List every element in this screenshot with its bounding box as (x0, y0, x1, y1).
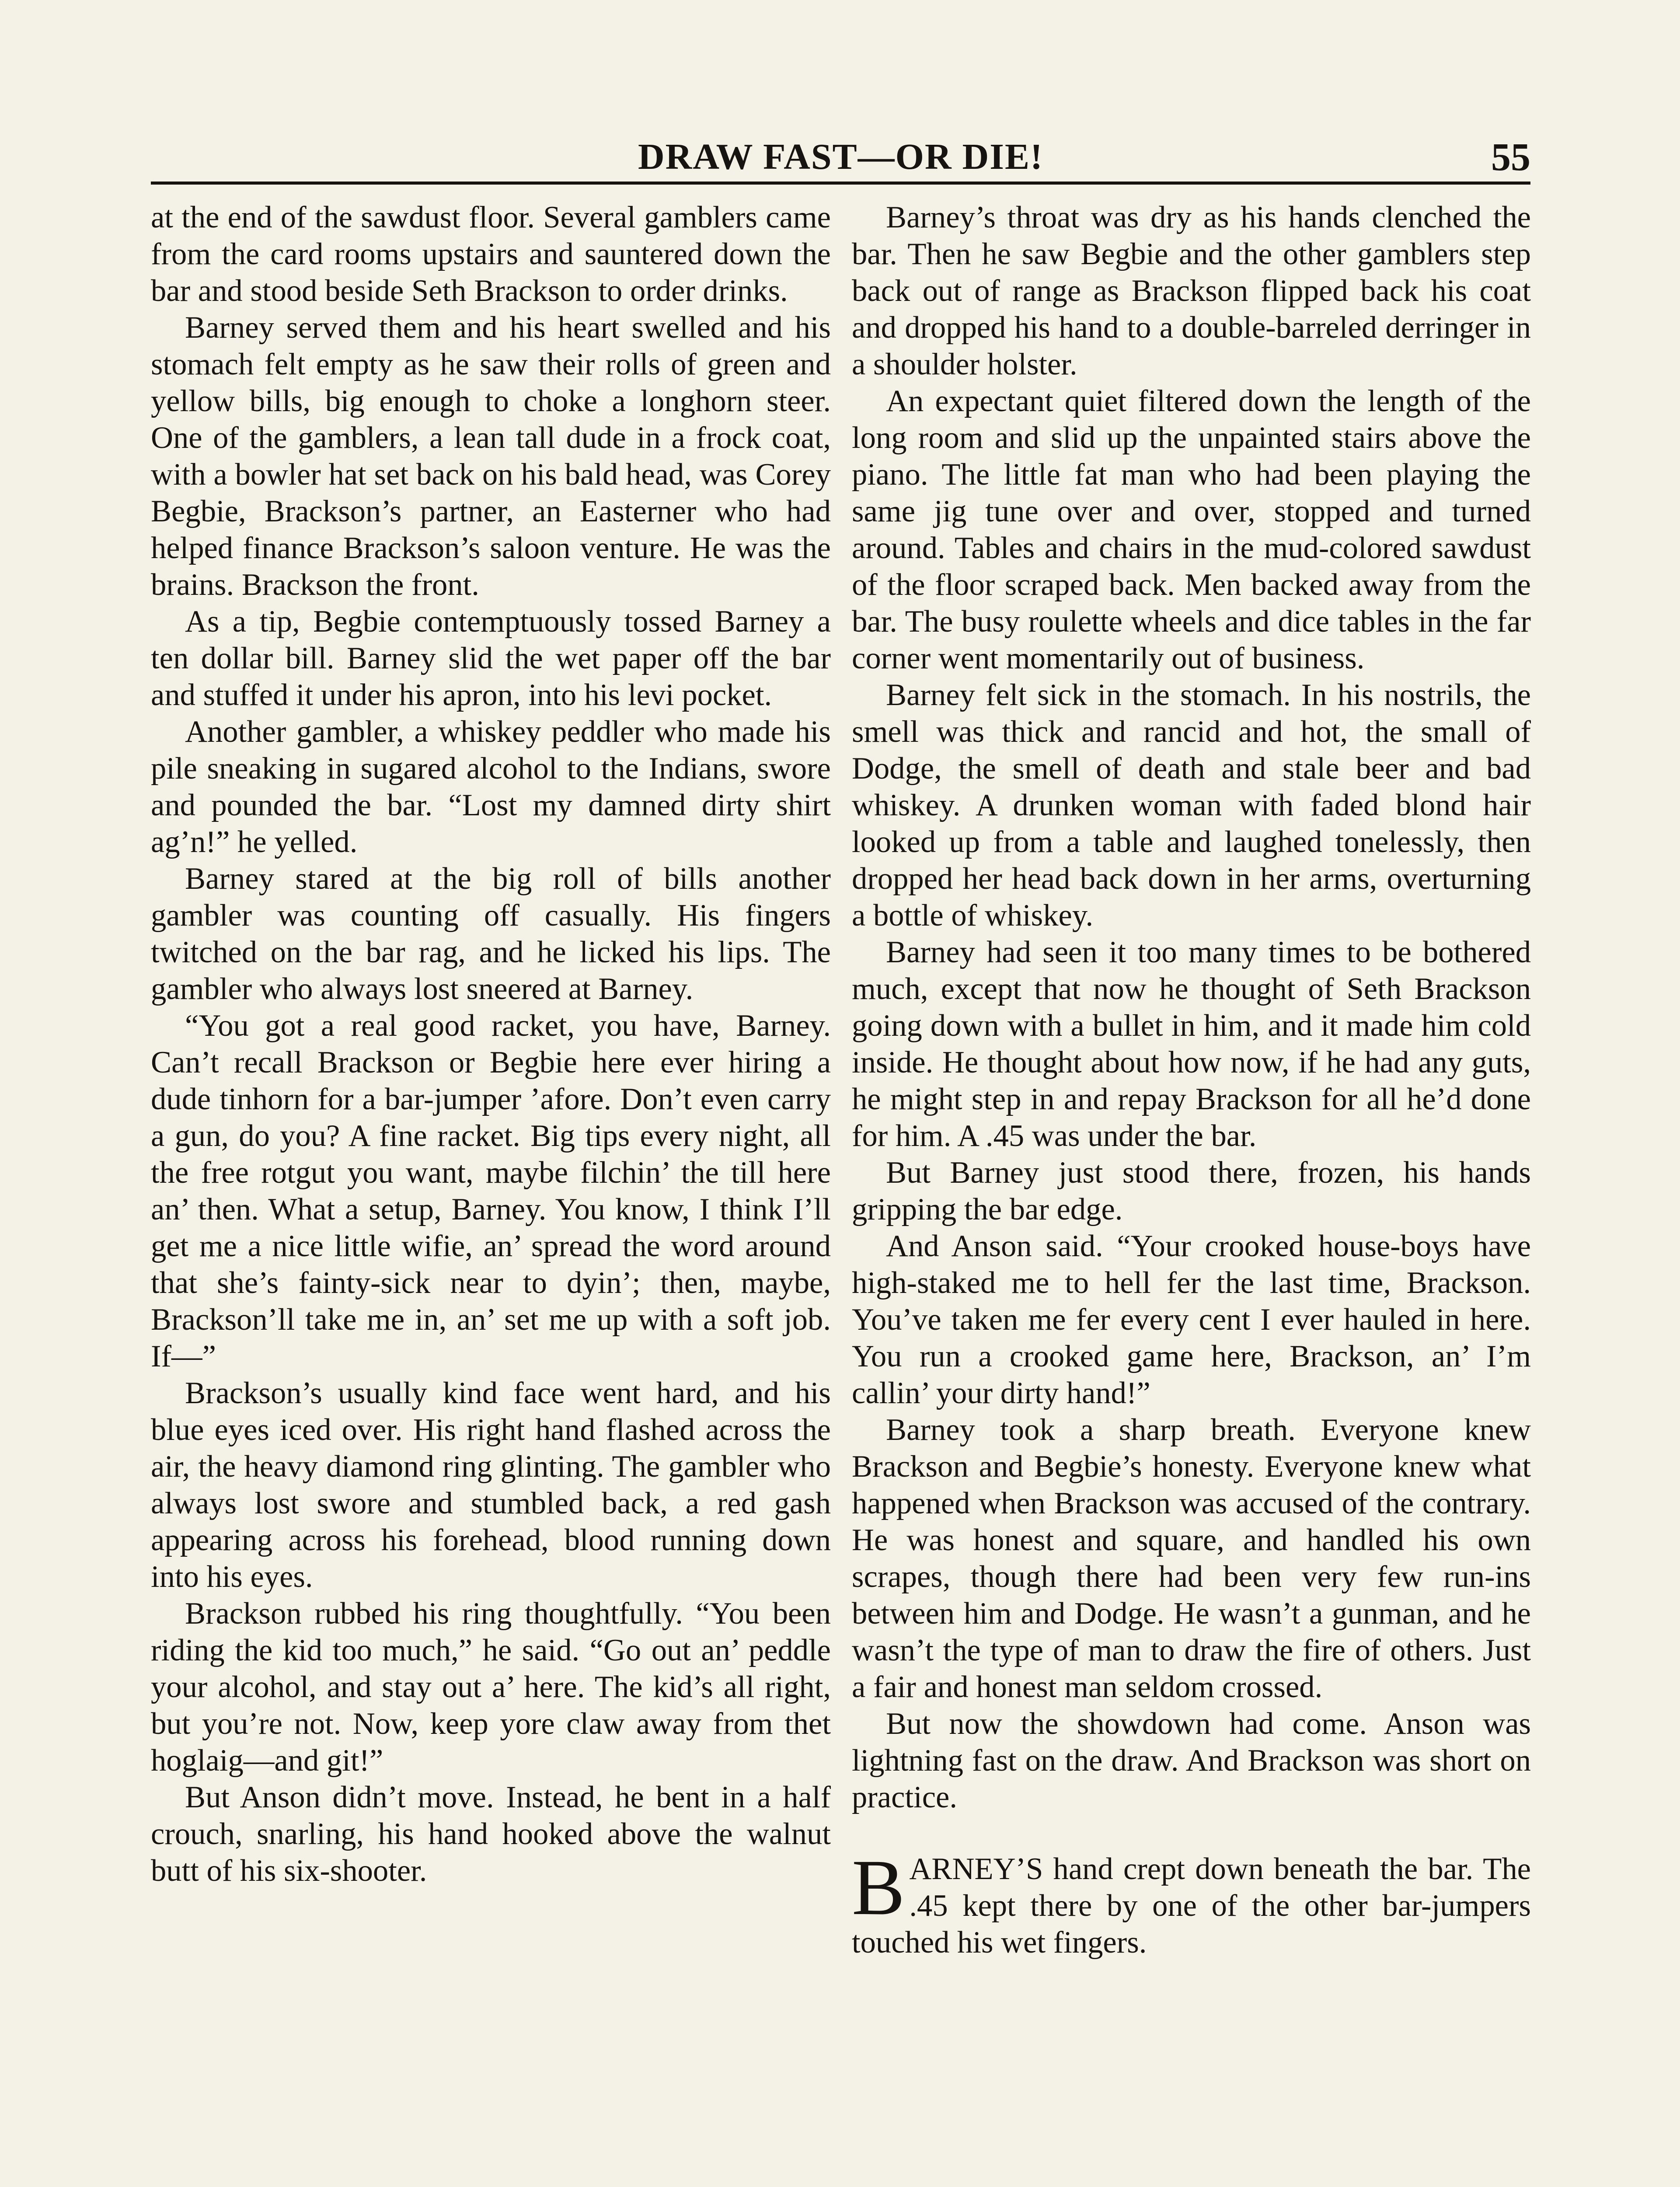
drop-cap: B (852, 1844, 905, 1932)
paragraph: But Anson didn’t move. Instead, he bent in a half crouch, snarling, his hand hooked above the walnut butt of his six-shooter. (151, 1780, 831, 1888)
page-header (151, 131, 1530, 188)
paragraph: Barney stared at the big roll of bills another gambler was counting off casually. His fingers twitched on the bar rag, and he licked his lips. The gambler who always lost sneered at Barney. (151, 862, 831, 1006)
paragraph: Barney’s throat was dry as his hands clenched the bar. Then he saw Begbie and the other gamblers step back out of range as Brackson flipped back his coat and dropped his hand to a double-barreled derringer in a shoulder holster. (852, 200, 1531, 381)
paragraph: “You got a real good racket, you have, Barney. Can’t recall Brackson or Begbie here ever hiring a dude tinhorn for a bar-jumper ’afore. Don’t even carry a gun, do you? A fine racket. Big tips every night, all the free rotgut you want, maybe filchin’ the till here an’ then. What a setup, Barney. You know, I think I’ll get me a nice little wifie, an’ spread the word around that she’s fainty-sick near to dyin’; then, maybe, Brackson’ll take me in, an’ set me up with a soft job. If—” (151, 1009, 831, 1373)
paragraph: Another gambler, a whiskey peddler who made his pile sneaking in sugared alcohol to the Indians, swore and pounded the bar. “Lost my damned dirty shirt ag’n!” he yelled. (151, 715, 831, 859)
paragraph: Brackson rubbed his ring thoughtfully. “You been riding the kid too much,” he said. “Go out an’ peddle your alcohol, and stay out a’ here. The kid’s all right, but you’re not. Now, keep yore claw away from thet hoglaig—and git!” (151, 1597, 831, 1778)
right-column (852, 199, 1531, 1961)
page-number: 55 (1491, 136, 1530, 179)
running-title: DRAW FAST—OR DIE! (638, 136, 1043, 177)
paragraph: Brackson’s usually kind face went hard, and his blue eyes iced over. His right hand flashed across the air, the heavy diamond ring glinting. The gambler who always lost swore and stumbled back, a red gash appearing across his forehead, blood running down into his eyes. (151, 1376, 831, 1594)
paragraph: But Barney just stood there, frozen, his hands gripping the bar edge. (852, 1156, 1531, 1226)
dropcap-paragraph (852, 1844, 1531, 1961)
paragraph: Barney took a sharp breath. Everyone knew Brackson and Begbie’s honesty. Everyone knew what happened when Brackson was accused of the contrary. He was honest and square, and handled his own scrapes, though there had been very few run-ins between him and Dodge. He wasn’t a gunman, and he wasn’t the type of man to draw the fire of others. Just a fair and honest man seldom crossed. (852, 1413, 1531, 1704)
paragraph: As a tip, Begbie contemptuously tossed Barney a ten dollar bill. Barney slid the wet paper off the bar and stuffed it under his apron, into his levi pocket. (151, 604, 831, 712)
paragraph: And Anson said. “Your crooked house-boys have high-staked me to hell fer the last time, Brackson. You’ve taken me fer every cent I ever hauled in here. You run a crooked game here, Brackson, an’ I’m callin’ your dirty hand!” (852, 1229, 1531, 1410)
dropcap-paragraph-text: ARNEY’S hand crept down beneath the bar. The .45 kept there by one of the other bar-jumpers touched his wet fingers. (852, 1852, 1531, 1960)
paragraph: Barney served them and his heart swelled and his stomach felt empty as he saw their rolls of green and yellow bills, big enough to choke a longhorn steer. One of the gamblers, a lean tall dude in a frock coat, with a bowler hat set back on his bald head, was Corey Begbie, Brackson’s partner, an Easterner who had helped finance Brackson’s saloon venture. He was the brains. Brackson the front. (151, 311, 831, 602)
paragraph: An expectant quiet filtered down the length of the long room and slid up the unpainted stairs above the piano. The little fat man who had been playing the same jig tune over and over, stopped and turned around. Tables and chairs in the mud-colored sawdust of the floor scraped back. Men backed away from the bar. The busy roulette wheels and dice tables in the far corner went momentarily out of business. (852, 384, 1531, 675)
paragraph: Barney had seen it too many times to be bothered much, except that now he thought of Seth Brackson going down with a bullet in him, and it made him cold inside. He thought about how now, if he had any guts, he might step in and repay Brackson for all he’d done for him. A .45 was under the bar. (852, 935, 1531, 1153)
paragraph: Barney felt sick in the stomach. In his nostrils, the smell was thick and rancid and hot, the small of Dodge, the smell of death and stale beer and bad whiskey. A drunken woman with faded blond hair looked up from a table and laughed tonelessly, then dropped her head back down in her arms, overturning a bottle of whiskey. (852, 678, 1531, 933)
paragraph: at the end of the sawdust floor. Several gamblers came from the card rooms upstairs and sauntered down the bar and stood beside Seth Brackson to order drinks. (151, 200, 831, 308)
paragraph: But now the showdown had come. Anson was lightning fast on the draw. And Brackson was short on practice. (852, 1707, 1531, 1814)
header-rule (151, 182, 1530, 185)
left-column (151, 199, 831, 1889)
